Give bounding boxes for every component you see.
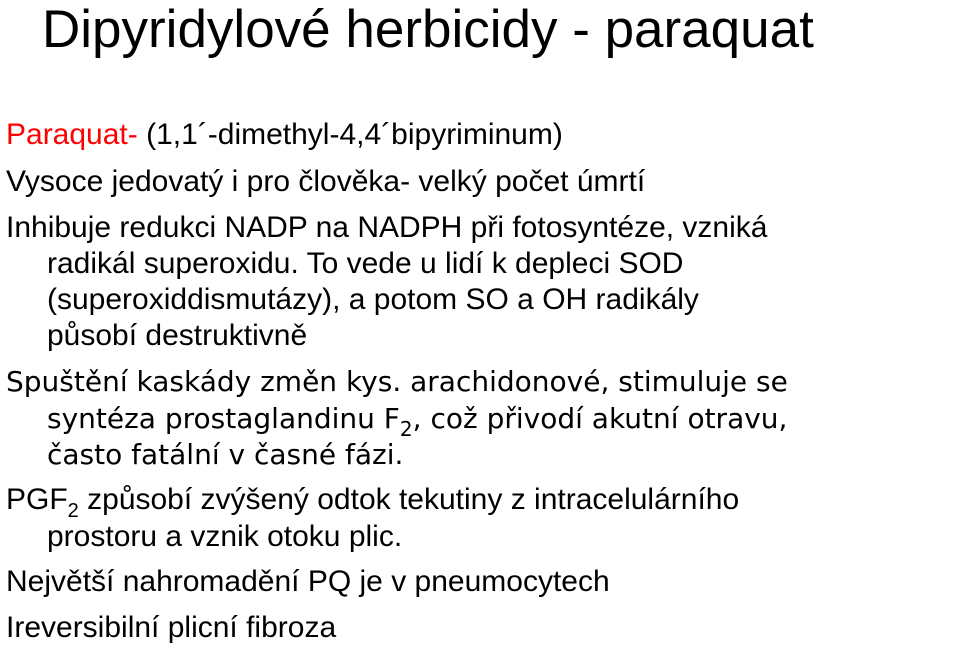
- bullet-toxicity: Vysoce jedovatý i pro člověka- velký počet úmrtí: [6, 165, 646, 198]
- bullet-pgf-line-1: [6, 483, 739, 520]
- pgf-text-a: PGF: [6, 483, 68, 516]
- bullet-cascade-line-2: [47, 402, 788, 441]
- paraquat-formula: (1,1´-dimethyl-4,4´bipyriminum): [137, 118, 563, 151]
- bullet-accumulation: Největší nahromadění PQ je v pneumocytech: [6, 565, 610, 598]
- bullet-inhibition-line-1: Inhibuje redukci NADP na NADPH při fotosyntéze, vzniká: [6, 211, 768, 244]
- bullet-pgf-line-2: prostoru a vznik otoku plic.: [47, 520, 403, 553]
- slide-title: Dipyridylové herbicidy - paraquat: [42, 0, 814, 59]
- bullet-inhibition-line-2: radikál superoxidu. To vede u lidí k depleci SOD: [47, 247, 684, 280]
- bullet-inhibition-line-3: (superoxiddismutázy), a potom SO a OH radikály: [47, 283, 699, 316]
- bullet-cascade-line-1: Spuštění kaskády změn kys. arachidonové, stimuluje se: [6, 365, 788, 398]
- cascade-text-b: , což přivodí akutní otravu,: [412, 402, 788, 435]
- bullet-inhibition-line-4: působí destruktivně: [47, 319, 308, 352]
- paraquat-label: Paraquat-: [6, 118, 138, 151]
- bullet-fibrosis: Ireversibilní plicní fibroza: [6, 611, 337, 644]
- pgf-subscript: 2: [67, 500, 79, 522]
- bullet-paraquat: [6, 118, 563, 152]
- cascade-text-a: syntéza prostaglandinu F: [47, 402, 400, 435]
- cascade-subscript: 2: [399, 417, 413, 441]
- pgf-text-b: způsobí zvýšený odtok tekutiny z intracelulárního: [78, 483, 740, 516]
- bullet-cascade-line-3: často fatální v časné fázi.: [47, 438, 404, 471]
